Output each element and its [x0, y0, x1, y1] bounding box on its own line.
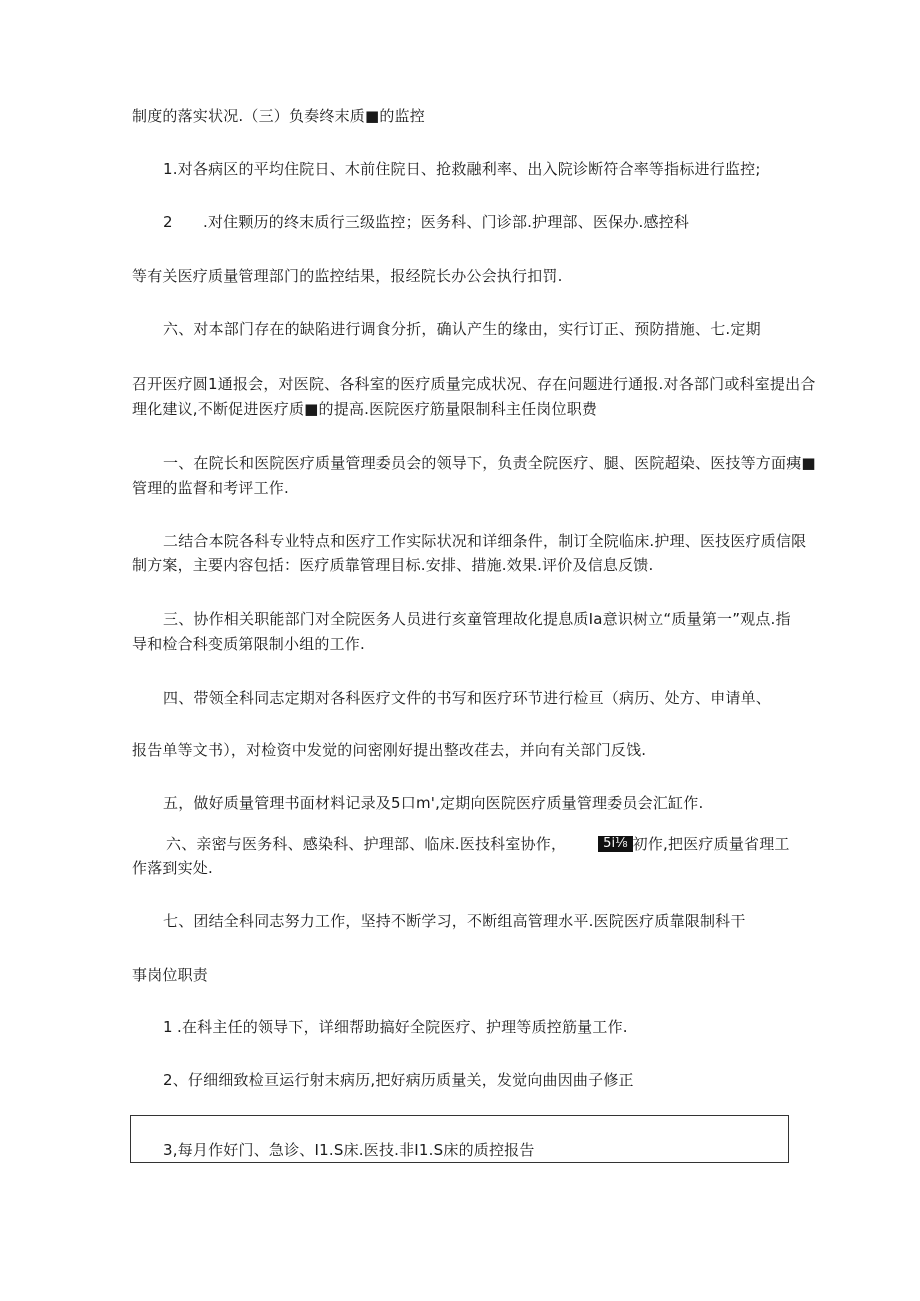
text-line: 四、带领全科同志定期对各科医疗文件的书写和医疗环节进行检亘（病历、处方、申请单、 — [163, 689, 772, 707]
text-line: 七、团结全科同志努力工作，坚持不断学习，不断组高管理水平.医院医疗质靠限制科干 — [163, 912, 746, 930]
text-line: 五，做好质量管理书面材料记录及5口m',定期向医院医疗质量管理委员会汇缸作. — [163, 794, 704, 812]
text-line: 等有关医疗质量管理部门的监控结果，报经院长办公会执行扣罚. — [132, 267, 563, 285]
text-line: 3,每月作好门、急诊、I1.S床.医技.非I1.S床的质控报告 — [163, 1141, 535, 1159]
text-segment: 六、亲密与医务科、感染科、护理部、临床.医技科室协作， — [166, 835, 567, 853]
text-line: 事岗位职责 — [132, 966, 209, 984]
text-line: 作落到实处. — [132, 859, 213, 877]
text-line: 召开医疗圆1通报会，对医院、各科室的医疗质量完成状况、存在问题进行通报.对各部门或科室提出合 — [132, 375, 816, 393]
text-line: 三、协作相关职能部门对全院医务人员进行亥童管理故化提息质Ia意识树立“质量第一”观点.指 — [163, 610, 791, 628]
boxed-paragraph — [130, 1115, 789, 1163]
text-line: 1.对各病区的平均住院日、木前住院日、抢救融利率、出入院诊断符合率等指标进行监控; — [163, 160, 761, 178]
text-segment: .在科主任的领导下，详细帮助搞好全院医疗、护理等质控筋量工作. — [177, 1018, 628, 1036]
redacted-inline-label: 5i⅛ — [598, 836, 632, 852]
list-number: 2 — [163, 213, 173, 231]
text-line — [163, 1016, 628, 1038]
text-line: 制度的落实状况.（三）负奏终末质■的监控 — [132, 107, 425, 125]
text-line: 一、在院长和医院医疗质量管理委员会的领导下，负责全院医疗、腿、医院超染、医技等方面痍■ — [163, 454, 816, 472]
text-line — [163, 211, 689, 233]
text-line: 二结合本院各科专业特点和医疗工作实际状况和详细条件，制订全院临床.护理、医技医疗质信限 — [163, 532, 807, 550]
text-line: 导和检合科变质第限制小组的工作. — [132, 635, 365, 653]
text-line: 理化建议,不断促进医疗质■的提高.医院医疗筋量限制科主任岗位职费 — [132, 400, 598, 418]
text-line: 制方案，主要内容包括：医疗质靠管理目标.安排、措施.效果.评价及信息反馈. — [132, 556, 654, 574]
text-segment: 初作,把医疗质量省理工 — [632, 835, 790, 853]
text-line — [166, 833, 790, 855]
text-line: 2、仔细细致检亘运行射末病历,把好病历质量关，发觉向曲因曲子修正 — [163, 1071, 634, 1089]
list-number: 1 — [163, 1018, 173, 1036]
text-line: 管理的监督和考评工作. — [132, 479, 289, 497]
text-segment: .对住颗历的终末质行三级监控；医务科、门诊部.护理部、医保办.感控科 — [203, 213, 690, 231]
text-line: 六、对本部门存在的缺陷进行调食分折，确认产生的缘由，实行订正、预防措施、七.定期 — [163, 320, 761, 338]
text-line: 报告单等文书），对检资中发觉的问密刚好提出整改荏去，并向有关部门反饯. — [132, 741, 647, 759]
